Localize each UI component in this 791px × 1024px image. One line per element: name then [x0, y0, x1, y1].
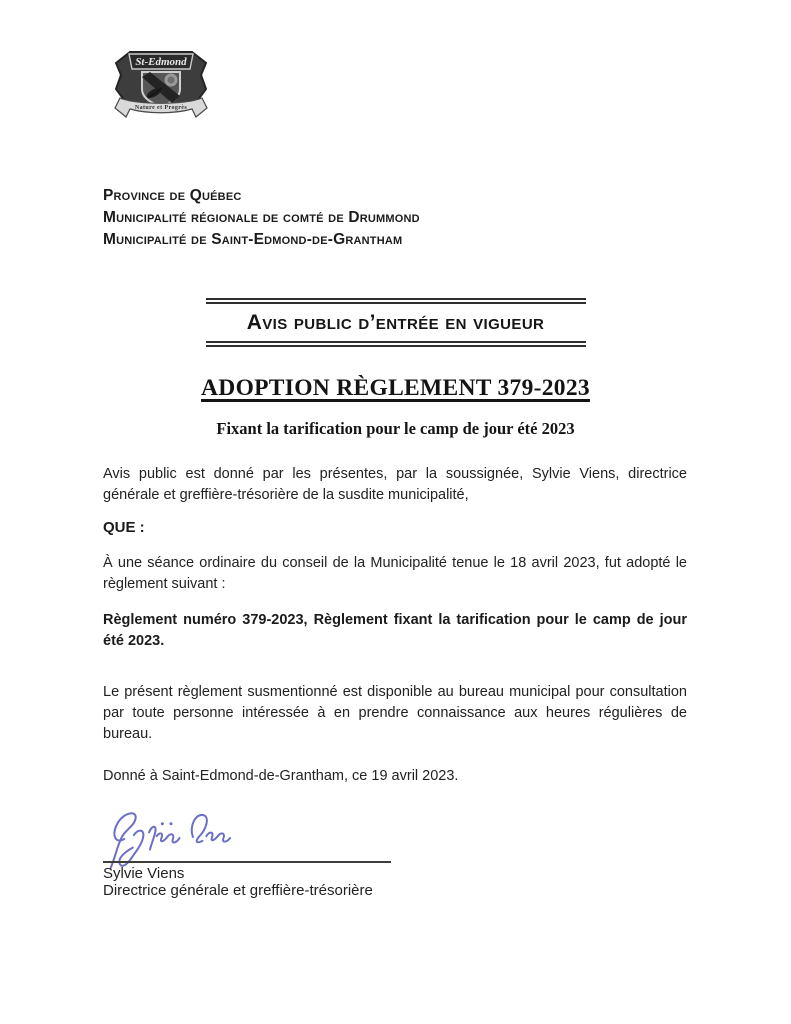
crest-banner-text: St-Edmond	[135, 56, 187, 68]
regulation-subtitle: Fixant la tarification pour le camp de jour été 2023	[216, 419, 575, 438]
title-rule-bottom	[206, 341, 586, 347]
que-label: QUE :	[103, 519, 145, 536]
letterhead-province-line: Province de Québec	[103, 187, 242, 204]
letterhead-municipality-line: Municipalité de Saint-Edmond-de-Grantham	[103, 231, 403, 248]
handwritten-signature-ink	[107, 804, 233, 874]
municipal-crest-logo	[104, 46, 218, 124]
paragraph-consultation: Le présent règlement susmentionné est disponible au bureau municipal pour consultation par toute personne intéressée à en prendre connaissance aux heures régulières de bureau.	[103, 684, 687, 742]
crest-ribbon-text: Nature et Progrès	[134, 105, 188, 111]
notice-title-band-inner	[206, 298, 586, 347]
signature-strokes	[111, 813, 230, 867]
paragraph-reglement-bold: Règlement numéro 379-2023, Règlement fixant la tarification pour le camp de jour été 2023.	[103, 612, 687, 649]
paragraph-seance: À une séance ordinaire du conseil de la Municipalité tenue le 18 avril 2023, fut adopté le règlement suivant :	[103, 555, 687, 592]
notice-title-band	[0, 298, 791, 347]
title-rule-top	[206, 298, 586, 304]
regulation-title: ADOPTION RÈGLEMENT 379-2023	[201, 375, 590, 401]
signature-block	[103, 804, 423, 904]
letterhead-mrc-line: Municipalité régionale de comté de Drummond	[103, 209, 420, 226]
signer-title: Directrice générale et greffière-trésorière	[103, 882, 373, 899]
signature-line	[103, 861, 391, 863]
letterhead	[103, 185, 420, 251]
dateline: Donné à Saint-Edmond-de-Grantham, ce 19 avril 2023.	[103, 768, 459, 784]
paragraph-intro: Avis public est donné par les présentes, par la soussignée, Sylvie Viens, directrice générale et greffière-trésorière de la susdite municipalité,	[103, 466, 687, 503]
signer-name: Sylvie Viens	[103, 865, 185, 882]
crest-sun-core	[168, 77, 175, 84]
notice-main-title: Avis public d’entrée en vigueur	[246, 311, 545, 334]
